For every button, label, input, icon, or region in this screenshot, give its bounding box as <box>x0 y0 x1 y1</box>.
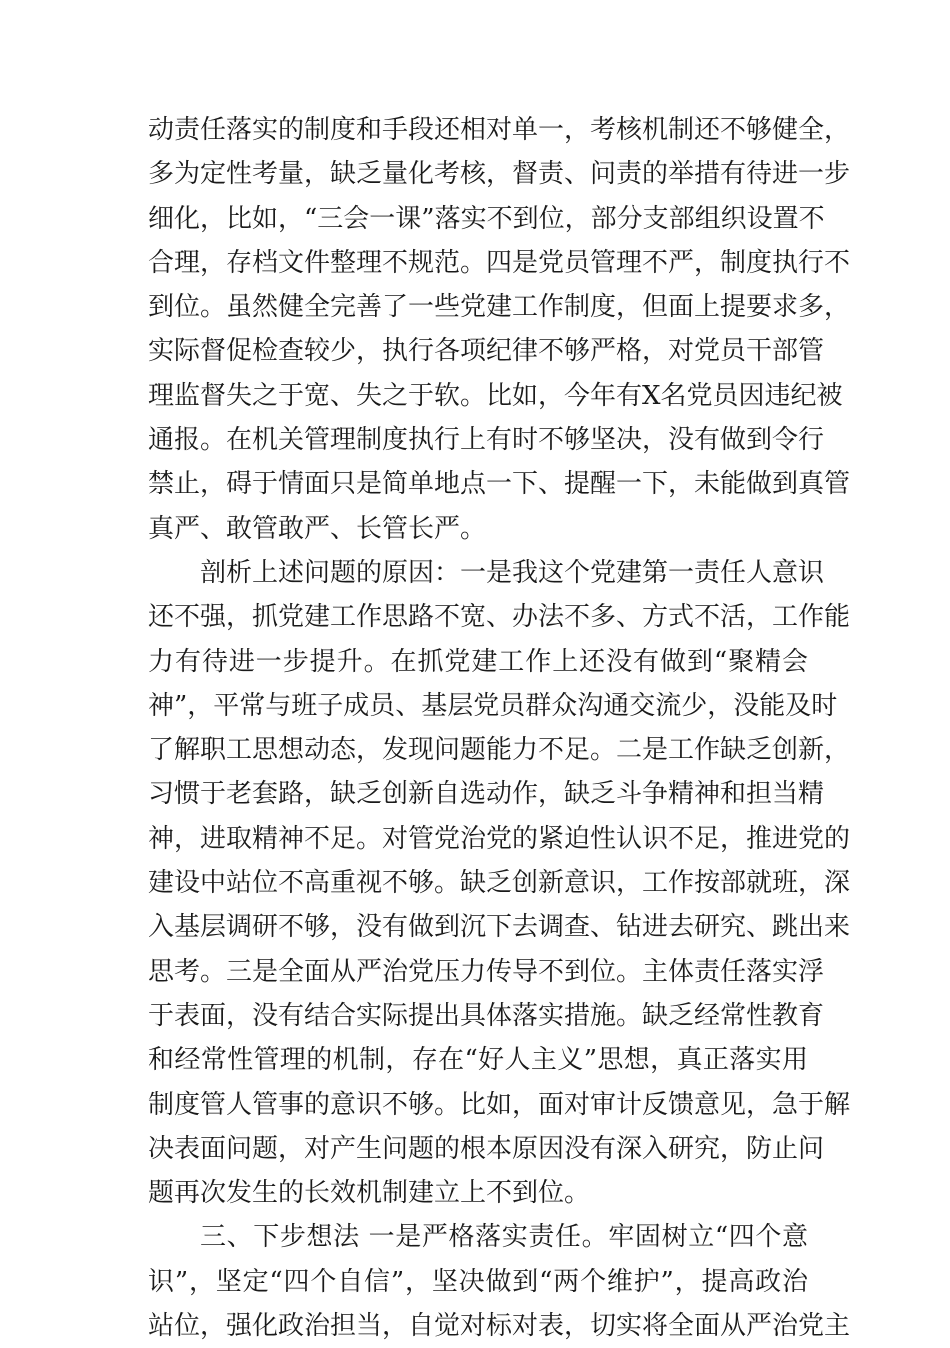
text-line: 多为定性考量，缺乏量化考核，督责、问责的举措有待进一步 <box>148 159 851 190</box>
text-line: 建设中站位不高重视不够。缺乏创新意识，工作按部就班，深 <box>148 868 851 899</box>
text-line: 决表面问题，对产生问题的根本原因没有深入研究，防止问 <box>148 1133 825 1164</box>
text-line: 实际督促检查较少，执行各项纪律不够严格，对党员干部管 <box>148 336 825 367</box>
text-line: 神”，平常与班子成员、基层党员群众沟通交流少，没能及时 <box>148 690 838 721</box>
text-line: 合理，存档文件整理不规范。四是党员管理不严，制度执行不 <box>148 247 851 278</box>
text-line: 三、下步想法 一是严格落实责任。牢固树立“四个意 <box>200 1222 808 1253</box>
text-line: 识”，坚定“四个自信”，坚决做到“两个维护”，提高政治 <box>148 1266 808 1297</box>
paragraph-cause-analysis <box>148 551 851 1215</box>
document-body <box>148 108 851 1348</box>
text-line: 理监督失之于宽、失之于软。比如，今年有X名党员因违纪被 <box>148 380 843 411</box>
text-line: 题再次发生的长效机制建立上不到位。 <box>148 1178 591 1209</box>
text-line: 习惯于老套路，缺乏创新自选动作，缺乏斗争精神和担当精 <box>148 779 825 810</box>
text-line: 真严、敢管敢严、长管长严。 <box>148 513 487 544</box>
text-line: 入基层调研不够，没有做到沉下去调查、钻进去研究、跳出来 <box>148 912 851 943</box>
text-line: 通报。在机关管理制度执行上有时不够坚决，没有做到令行 <box>148 425 825 456</box>
text-line: 思考。三是全面从严治党压力传导不到位。主体责任落实浮 <box>148 956 825 987</box>
text-line: 剖析上述问题的原因：一是我这个党建第一责任人意识 <box>200 557 825 588</box>
text-line: 禁止，碍于情面只是简单地点一下、提醒一下，未能做到真管 <box>148 469 851 500</box>
text-line: 站位，强化政治担当，自觉对标对表，切实将全面从严治党主 <box>148 1311 851 1342</box>
text-line: 于表面，没有结合实际提出具体落实措施。缺乏经常性教育 <box>148 1000 825 1031</box>
text-line: 神，进取精神不足。对管党治党的紧迫性认识不足，推进党的 <box>148 823 851 854</box>
text-line: 和经常性管理的机制，存在“好人主义”思想，真正落实用 <box>148 1045 808 1076</box>
text-line: 了解职工思想动态，发现问题能力不足。二是工作缺乏创新， <box>148 735 851 766</box>
text-line: 到位。虽然健全完善了一些党建工作制度，但面上提要求多， <box>148 292 851 323</box>
text-line: 细化，比如，“三会一课”落实不到位，部分支部组织设置不 <box>148 203 825 234</box>
text-line: 还不强，抓党建工作思路不宽、办法不多、方式不活，工作能 <box>148 602 851 633</box>
paragraph-problems-continued <box>148 108 851 551</box>
paragraph-next-steps <box>148 1215 851 1348</box>
text-line: 力有待进一步提升。在抓党建工作上还没有做到“聚精会 <box>148 646 808 677</box>
text-line: 制度管人管事的意识不够。比如，面对审计反馈意见，急于解 <box>148 1089 851 1120</box>
text-line: 动责任落实的制度和手段还相对单一，考核机制还不够健全， <box>148 115 851 145</box>
